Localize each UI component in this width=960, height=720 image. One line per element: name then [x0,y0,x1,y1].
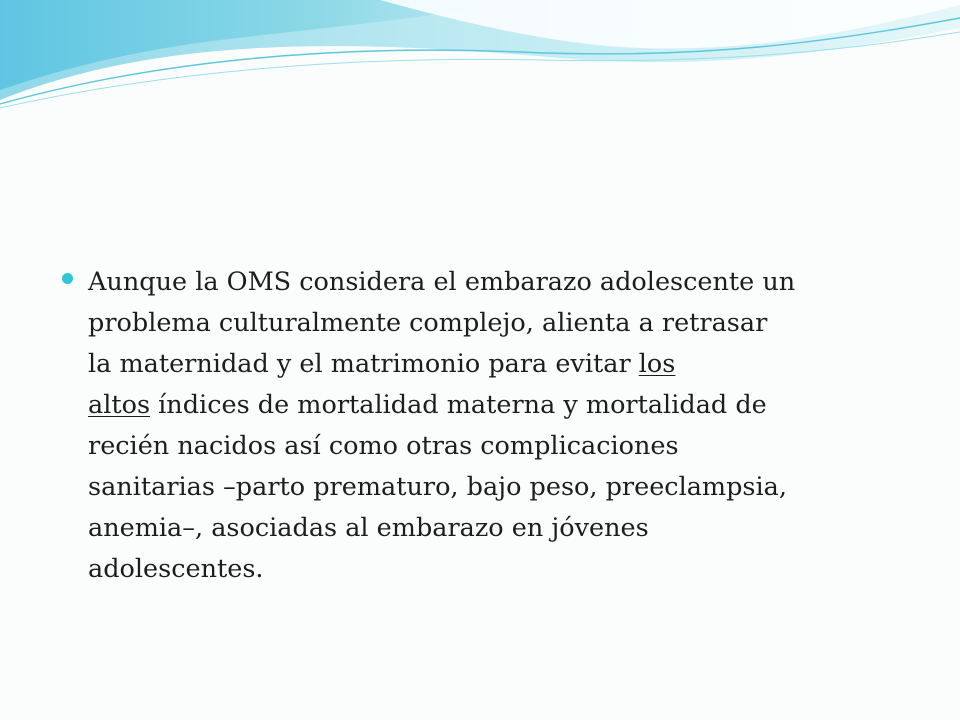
underlined-text: altos [88,390,151,420]
text-line: Aunque la OMS considera el embarazo adolescente un [88,267,796,297]
header-wave-decoration [0,0,960,120]
text-line: problema culturalmente complejo, alienta a retrasar [88,308,768,338]
text-line: la maternidad y el matrimonio para evitar los [88,349,676,379]
text-line: sanitarias –parto prematuro, bajo peso, preeclampsia, [88,472,787,502]
text-line: altos índices de mortalidad materna y mortalidad de [88,390,767,420]
bullet-item [62,262,912,590]
underlined-text: los [638,349,676,379]
text-line: anemia–, asociadas al embarazo en jóvenes [88,513,649,543]
bullet-icon [62,273,73,284]
bullet-list [62,262,912,590]
bullet-text [88,262,908,590]
text-line: adolescentes. [88,554,264,584]
text-line: recién nacidos así como otras complicaciones [88,431,679,461]
